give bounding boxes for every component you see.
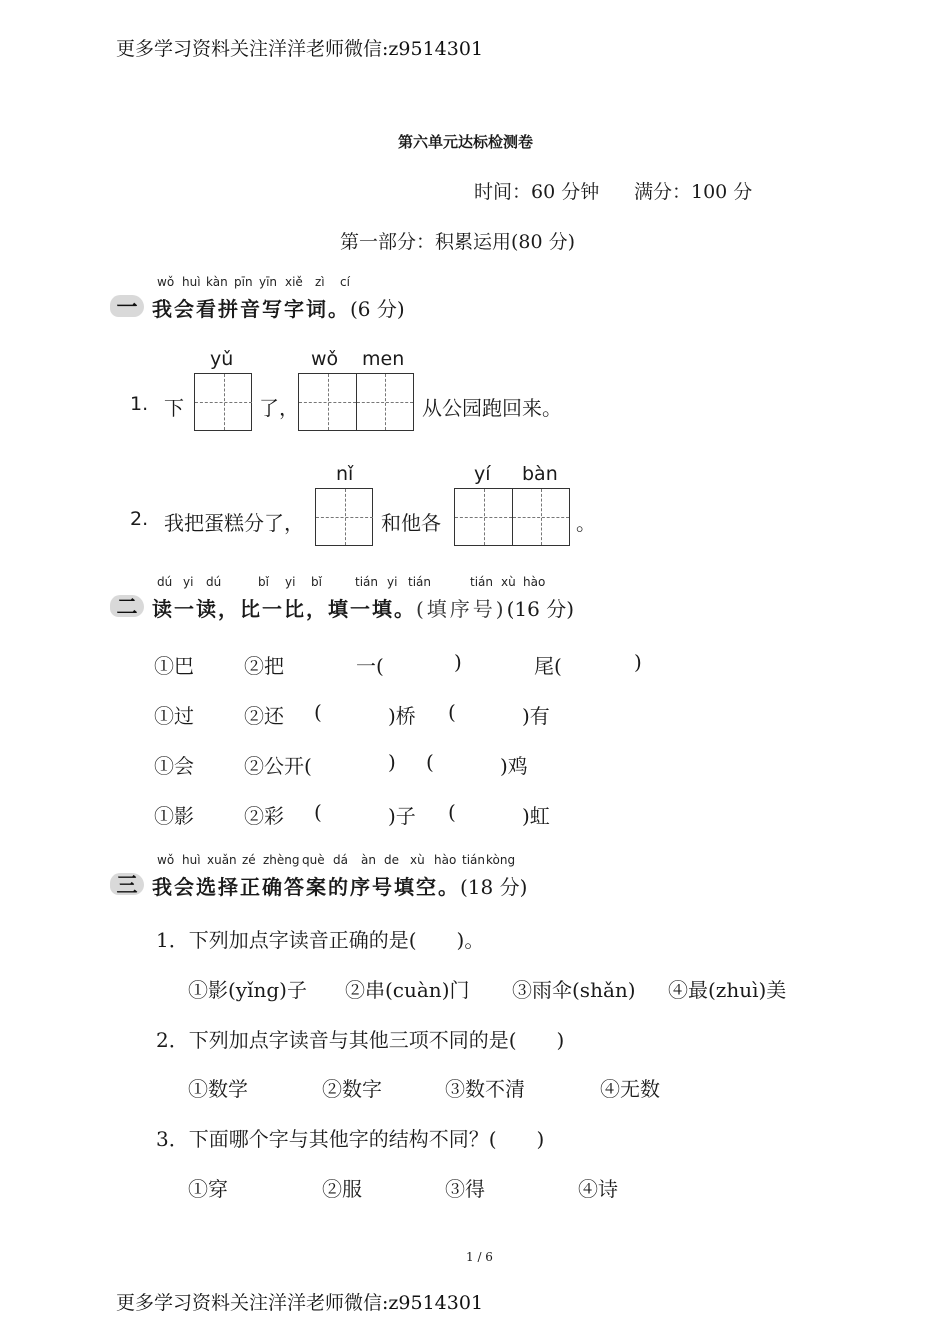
exam-time: 时间：60 分钟 <box>474 181 600 203</box>
pinyin-syllable: xù <box>410 853 425 867</box>
pinyin-syllable: dú <box>157 575 173 589</box>
pinyin-syllable: xù <box>501 575 516 589</box>
option: ①过 <box>154 704 194 728</box>
pinyin-syllable: bǐ <box>311 575 322 589</box>
pinyin-syllable: zhèng <box>263 853 300 867</box>
section1-heading: 我会看拼音写字词。(6 分) <box>152 297 405 321</box>
blank-close[interactable]: ) <box>388 750 396 774</box>
pinyin-syllable: zé <box>242 853 256 867</box>
box-pinyin: yí <box>474 463 491 485</box>
part-one-heading: 第一部分：积累运用(80 分) <box>340 231 576 253</box>
blank-close: )有 <box>522 704 550 728</box>
question-text: 和他各 <box>381 511 441 535</box>
blank-open: 一( <box>356 654 384 678</box>
option[interactable]: ④最(zhuì)美 <box>668 978 787 1002</box>
question-3: 3．下面哪个字与其他字的结构不同？( ) <box>156 1127 545 1151</box>
blank-close[interactable]: ) <box>634 650 642 674</box>
box-pinyin: nǐ <box>336 463 354 485</box>
question-text: 了， <box>259 396 299 420</box>
section2-heading: 读一读，比一比，填一填。(填序号)(16 分) <box>152 597 575 621</box>
question-number: 1. <box>130 393 149 415</box>
exam-full-score: 满分：100 分 <box>634 181 753 203</box>
blank-close: )鸡 <box>500 754 528 778</box>
question-text: 下 <box>164 396 184 420</box>
pinyin-syllable: hào <box>434 853 457 867</box>
footer-watermark: 更多学习资料关注洋洋老师微信:z9514301 <box>116 1292 484 1314</box>
question-text: 。 <box>576 511 596 535</box>
option[interactable]: ②数字 <box>322 1077 382 1101</box>
writing-box-4[interactable] <box>454 488 570 546</box>
pinyin-syllable: tián <box>355 575 378 589</box>
pinyin-syllable: wǒ <box>157 275 175 289</box>
blank-open[interactable]: ( <box>314 700 322 724</box>
writing-box-3[interactable] <box>315 488 373 546</box>
writing-box-1[interactable] <box>194 373 252 431</box>
section3-pinyin <box>0 853 950 869</box>
pinyin-syllable: huì <box>182 853 201 867</box>
option[interactable]: ②服 <box>322 1177 362 1201</box>
option[interactable]: ③数不清 <box>445 1077 525 1101</box>
pinyin-syllable: de <box>384 853 399 867</box>
option: ②把 <box>244 654 284 678</box>
section3-heading: 我会选择正确答案的序号填空。(18 分) <box>152 875 528 899</box>
section2-pinyin <box>0 575 950 591</box>
pinyin-syllable: kàn <box>206 275 228 289</box>
option[interactable]: ①数学 <box>188 1077 248 1101</box>
question-text: 从公园跑回来。 <box>422 396 562 420</box>
pinyin-syllable: xuǎn <box>207 853 237 867</box>
page-number: 1 / 6 <box>466 1250 493 1264</box>
header-watermark: 更多学习资料关注洋洋老师微信:z9514301 <box>116 38 484 60</box>
blank-open[interactable]: ( <box>448 800 456 824</box>
writing-box-2[interactable] <box>298 373 414 431</box>
option: ①会 <box>154 754 194 778</box>
pinyin-syllable: hào <box>523 575 546 589</box>
blank-open[interactable]: ( <box>314 800 322 824</box>
box-pinyin: men <box>362 348 405 370</box>
pinyin-syllable: àn <box>361 853 376 867</box>
blank-open[interactable]: ( <box>426 750 434 774</box>
option[interactable]: ④无数 <box>600 1077 660 1101</box>
question-2: 2．下列加点字读音与其他三项不同的是( ) <box>156 1028 565 1052</box>
option: ②彩 <box>244 804 284 828</box>
pinyin-syllable: tián <box>462 853 485 867</box>
option[interactable]: ③得 <box>445 1177 485 1201</box>
pinyin-syllable: kòng <box>486 853 516 867</box>
pinyin-syllable: dá <box>333 853 348 867</box>
box-pinyin: wǒ <box>311 348 339 370</box>
pinyin-syllable: wǒ <box>157 853 175 867</box>
section1-pinyin <box>0 275 950 291</box>
question-text: 我把蛋糕分了， <box>164 511 304 535</box>
page-title: 第六单元达标检测卷 <box>398 133 534 151</box>
pinyin-syllable: tián <box>470 575 493 589</box>
pinyin-syllable: zì <box>315 275 325 289</box>
option[interactable]: ③雨伞(shǎn) <box>512 978 636 1002</box>
pinyin-syllable: dú <box>206 575 222 589</box>
question-number: 2. <box>130 508 149 530</box>
box-pinyin: bàn <box>522 463 558 485</box>
blank-close[interactable]: ) <box>454 650 462 674</box>
section2-badge: 二 <box>110 593 144 619</box>
option: ②还 <box>244 704 284 728</box>
option: ②公开( <box>244 754 312 778</box>
blank-open: 尾( <box>534 654 562 678</box>
pinyin-syllable: tián <box>408 575 431 589</box>
pinyin-syllable: yīn <box>259 275 278 289</box>
blank-close: )虹 <box>522 804 550 828</box>
pinyin-syllable: yi <box>285 575 296 589</box>
option: ①影 <box>154 804 194 828</box>
option[interactable]: ②串(cuàn)门 <box>345 978 470 1002</box>
pinyin-syllable: pīn <box>234 275 253 289</box>
pinyin-syllable: cí <box>340 275 350 289</box>
option[interactable]: ④诗 <box>578 1177 618 1201</box>
pinyin-syllable: yi <box>183 575 194 589</box>
option[interactable]: ①穿 <box>188 1177 228 1201</box>
pinyin-syllable: huì <box>182 275 201 289</box>
option: ①巴 <box>154 654 194 678</box>
pinyin-syllable: bǐ <box>258 575 269 589</box>
section1-badge: 一 <box>110 293 144 319</box>
option[interactable]: ①影(yǐng)子 <box>188 978 307 1002</box>
question-1: 1．下列加点字读音正确的是( )。 <box>156 928 485 952</box>
pinyin-syllable: què <box>302 853 325 867</box>
section3-badge: 三 <box>110 871 144 897</box>
box-pinyin: yǔ <box>210 348 234 370</box>
pinyin-syllable: xiě <box>285 275 303 289</box>
pinyin-syllable: yi <box>387 575 398 589</box>
blank-close: )桥 <box>388 704 416 728</box>
blank-close: )子 <box>388 804 416 828</box>
blank-open[interactable]: ( <box>448 700 456 724</box>
